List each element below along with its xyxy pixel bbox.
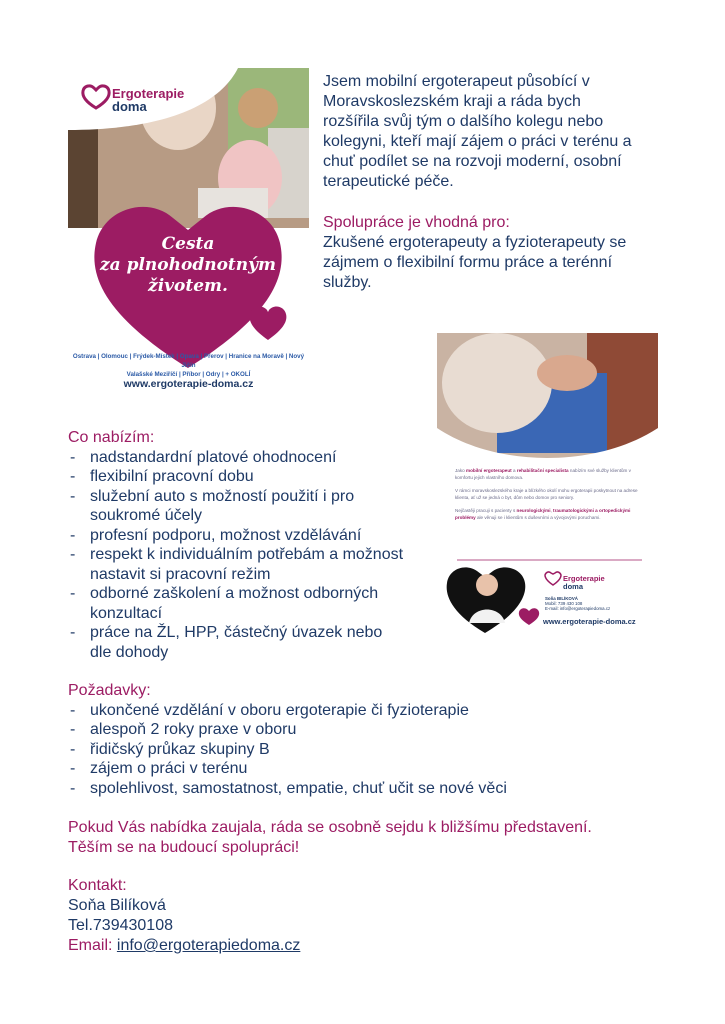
cooperation-section: [323, 213, 663, 293]
contact-section: [68, 876, 468, 956]
cooperation-line: Zkušené ergoterapeuty a fyzioterapeuty se: [323, 234, 627, 251]
flyer-url: www.ergoterapie-doma.cz: [123, 378, 254, 390]
list-item: - ukončené vzdělání v oboru ergoterapie či fyzioterapie: [68, 701, 668, 721]
offer-heading: Co nabízím:: [68, 429, 155, 446]
closing-line: Pokud Vás nabídka zaujala, ráda se osobně sejdu k bližšímu představení.: [68, 819, 592, 836]
intro-line: kolegyni, kteří mají zájem o práci v terénu a: [323, 133, 632, 150]
cooperation-heading: Spolupráce je vhodná pro:: [323, 214, 510, 231]
slogan-line: životem.: [148, 276, 228, 296]
requirements-section: [68, 681, 668, 798]
flyer-back-card: [545, 596, 610, 612]
list-item: - spolehlivost, samostatnost, empatie, chuť učit se nové věci: [68, 779, 668, 799]
slogan-line: Cesta: [161, 234, 215, 254]
list-item: - profesní podporu, možnost vzdělávání: [68, 526, 438, 546]
flyer-back-logo-subtitle: doma: [563, 582, 584, 591]
contact-heading: Kontakt:: [68, 877, 127, 894]
flyer-back-paragraph-1: Jako mobilní ergoterapeut a rehabilitační specialista nabízím své služby klientům v komfortu jejich vlastního domova.: [455, 468, 631, 480]
list-item: - flexibilní pracovní dobu: [68, 467, 438, 487]
contact-email-label: Email:: [68, 937, 117, 954]
cooperation-line: zájmem o flexibilní formu práce a terénní: [323, 254, 613, 271]
card-mobile: Mobil: 739 430 108: [545, 601, 583, 607]
list-item: - respekt k individuálním potřebám a možnost nastavit si pracovní režim: [68, 545, 438, 584]
list-item: - alespoň 2 roky praxe v oboru: [68, 720, 668, 740]
flyer-logo-title: Ergoterapie: [112, 86, 185, 101]
flyer-back-image: [437, 333, 658, 638]
flyer-back-paragraph-2: V rámci moravskoslezského kraje a blízkého okolí mohu ergoterapii poskytnout na adrese klienta, ať už se jedná o byt, dům nebo domov pro seniory.: [455, 488, 638, 500]
flyer-front-image: [68, 68, 309, 397]
flyer-slogan: [98, 234, 278, 297]
contact-email-link[interactable]: info@ergoterapiedoma.cz: [116, 937, 301, 954]
intro-line: terapeutické péče.: [323, 173, 454, 190]
cities-line: Valašské Meziříčí | Příbor | Odry | + OKOLÍ: [126, 371, 251, 378]
intro-line: Jsem mobilní ergoterapeut působící v: [323, 73, 590, 90]
flyer-logo-subtitle: doma: [112, 99, 147, 114]
flyer-back-url: www.ergoterapie-doma.cz: [543, 617, 636, 626]
slogan-line: za plnohodnotným: [100, 255, 276, 275]
offer-section: [68, 428, 438, 662]
intro-paragraph: [323, 72, 663, 192]
list-item: - zájem o práci v terénu: [68, 759, 668, 779]
list-item: - odborné zaškolení a možnost odborných konzultací: [68, 584, 438, 623]
flyer-front-graphic: [68, 68, 309, 397]
cities-line: Ostrava | Olomouc | Frýdek-Místek | Opava | Přerov | Hranice na Moravě | Nový Jičín: [72, 353, 305, 369]
intro-line: Moravskoslezském kraji a ráda bych: [323, 93, 581, 110]
contact-name: Soňa Bilíková: [68, 897, 166, 914]
flyer-back-text: [455, 467, 641, 521]
list-item: - řidičský průkaz skupiny B: [68, 740, 668, 760]
list-item: - nadstandardní platové ohodnocení: [68, 448, 438, 468]
list-item: - služební auto s možností použití i pro soukromé účely: [68, 487, 438, 526]
closing-text: [68, 818, 688, 858]
card-name: Soňa BILÍKOVÁ: [545, 596, 578, 601]
cooperation-line: služby.: [323, 274, 372, 291]
intro-line: chuť podílet se na rozvoji moderní, osobní: [323, 153, 622, 170]
contact-email-row: [68, 936, 468, 956]
intro-line: rozšířila svůj tým o dalšího kolegu nebo: [323, 113, 604, 130]
requirements-list: [68, 701, 668, 799]
contact-phone: Tel.739430108: [68, 917, 173, 934]
list-item: - práce na ŽL, HPP, částečný úvazek nebo dle dohody: [68, 623, 438, 662]
requirements-heading: Požadavky:: [68, 682, 151, 699]
flyer-back-paragraph-3: Nejčastěji pracuji s pacienty s neurologickými, traumatologickými a ortopedickými problémy ale věnuji se i klientům s duševními a vývojovými poruchami.: [455, 508, 631, 520]
card-email: E-mail: info@ergoterapiedoma.cz: [545, 606, 611, 612]
flyer-back-logo-title: Ergoterapie: [563, 574, 605, 583]
closing-line: Těším se na budoucí spolupráci!: [68, 839, 300, 856]
flyer-cities: [68, 352, 309, 379]
offer-list: [68, 448, 438, 663]
